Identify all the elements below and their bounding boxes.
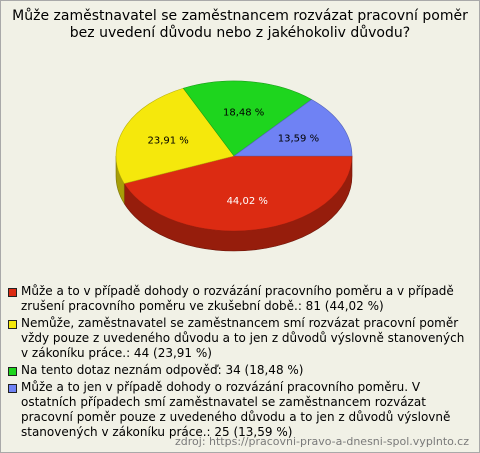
legend-item bbox=[8, 380, 470, 440]
pie-chart bbox=[1, 1, 479, 281]
legend-label: Může a to v případě dohody o rozvázání pracovního poměru a v případě zrušení pracovního poměru ve zkušební době.: 81 (44,02 %) bbox=[21, 284, 454, 313]
legend-item bbox=[8, 316, 470, 361]
legend bbox=[8, 284, 470, 442]
legend-swatch bbox=[8, 320, 17, 329]
chart-title: Může zaměstnavatel se zaměstnancem rozvázat pracovní poměr bez uvedení důvodu nebo z jakéhokoliv důvodu? bbox=[12, 8, 468, 41]
legend-item bbox=[8, 363, 470, 378]
pie-slice-label: 44,02 % bbox=[226, 196, 268, 208]
legend-label: Může a to jen v případě dohody o rozvázání pracovního poměru. V ostatních případech smí zaměstnavatel se zaměstnancem rozvázat pracovní poměr pouze z uvedeného důvodu a to jen z důvodů výslovně stanovených v zákoníku práce.: 25 (13,59 %) bbox=[21, 380, 451, 439]
legend-label: Nemůže, zaměstnavatel se zaměstnancem smí rozvázat pracovní poměr vždy pouze z uvedeného důvodu a to jen z důvodů výslovně stanovených v zákoníku práce.: 44 (23,91 %) bbox=[21, 316, 465, 360]
legend-label: Na tento dotaz neznám odpověď: 34 (18,48 %) bbox=[21, 363, 304, 377]
legend-swatch bbox=[8, 288, 17, 297]
legend-swatch bbox=[8, 367, 17, 376]
pie-slice-label: 18,48 % bbox=[222, 107, 265, 119]
pie-slice-label: 13,59 % bbox=[277, 133, 320, 145]
legend-swatch bbox=[8, 384, 17, 393]
source-note: zdroj: https://pracovni-pravo-a-dnesni-spol.vyplnto.cz bbox=[175, 435, 469, 448]
legend-item bbox=[8, 284, 470, 314]
pie-slice-label: 23,91 % bbox=[147, 135, 189, 147]
